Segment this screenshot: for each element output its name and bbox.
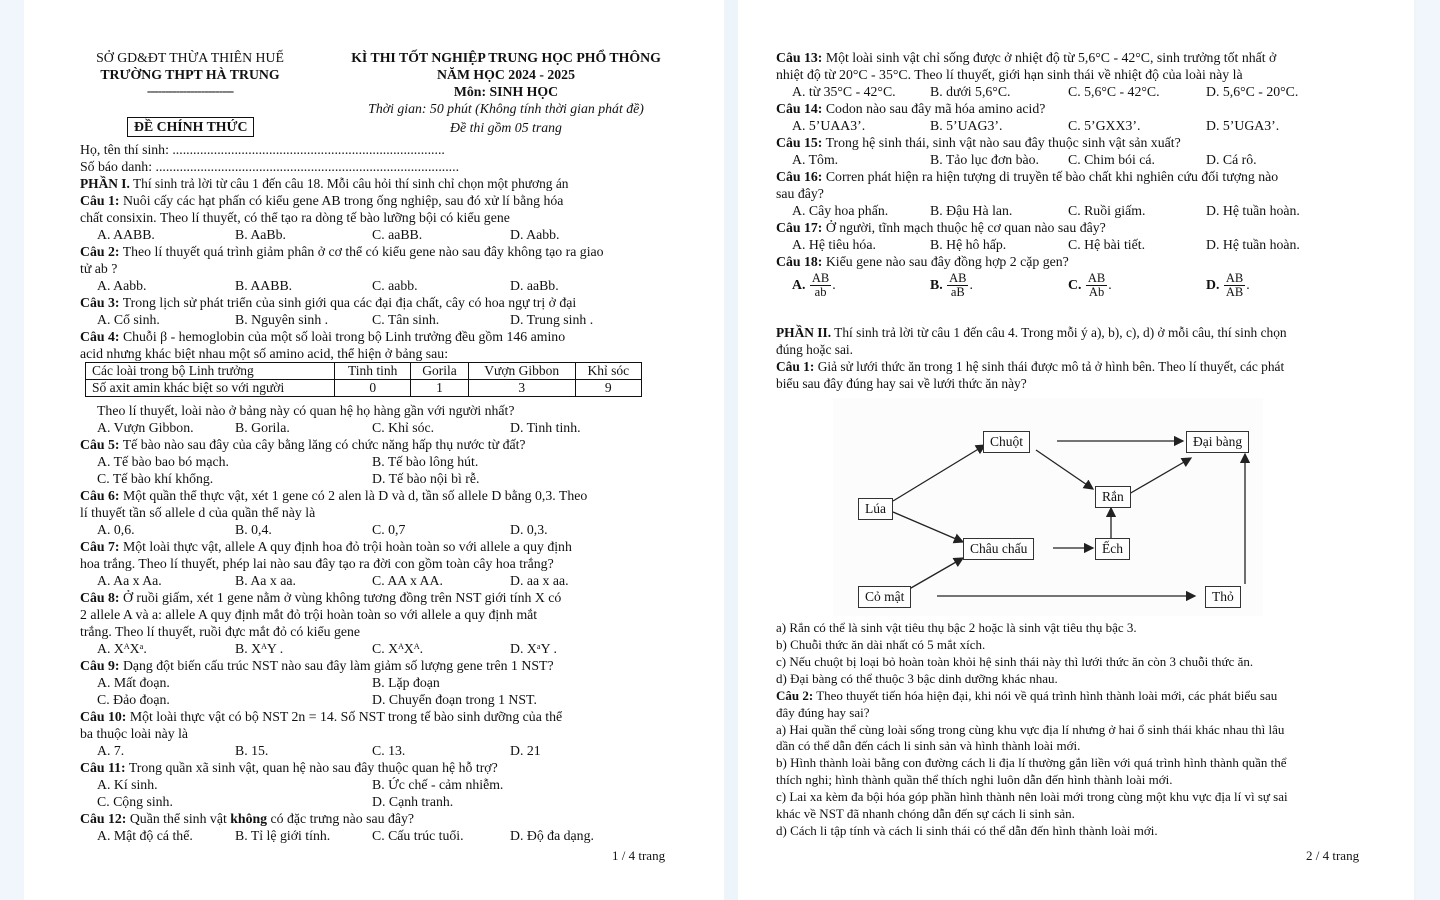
q18-option-d[interactable]: D. $\frac{AB}{AB}$ .	[1206, 271, 1250, 300]
part1-heading: PHẦN I. Thí sinh trả lời từ câu 1 đến câu 18. Mỗi câu hỏi thí sinh chỉ chọn một phương án	[80, 176, 569, 191]
table-cell: Vượn Gibbon	[468, 363, 575, 380]
statement-2c-line2: khác về NST đã nhanh chóng dẫn đến sự cách li sinh sản.	[776, 806, 1075, 821]
page-number: 1 / 4 trang	[612, 848, 666, 863]
table-cell: Khỉ sóc	[575, 363, 641, 380]
q11-option-b[interactable]: B. Ức chế - cảm nhiễm.	[372, 777, 504, 792]
node-lua: Lúa	[858, 498, 893, 520]
statement-2b[interactable]: b) Hình thành loài bằng con đường cách li địa lí thường gắn liền với quá trình hình thành quần thể	[776, 755, 1287, 770]
question-13: Câu 13: Một loài sinh vật chỉ sống được ở nhiệt độ từ 5,6°C - 42°C, sinh trưởng tốt nhất ở	[776, 50, 1277, 65]
left-margin	[0, 0, 24, 900]
question-5: Câu 5: Tế bào nào sau đây của cây bằng lăng có chức năng hấp thụ nước từ đất?	[80, 437, 526, 452]
q8-option-a[interactable]: A. XᴬXᵃ.	[97, 641, 147, 656]
school-name: TRƯỜNG THPT HÀ TRUNG	[100, 67, 280, 82]
page-number: 2 / 4 trang	[1306, 848, 1360, 863]
q4-option-b[interactable]: B. Gorila.	[235, 420, 290, 435]
table-cell: 0	[335, 380, 411, 397]
q15-option-a[interactable]: A. Tôm.	[792, 152, 839, 167]
q9-option-a[interactable]: A. Mất đoạn.	[97, 675, 170, 690]
q7-option-c[interactable]: C. AA x AA.	[372, 573, 443, 588]
statement-2d[interactable]: d) Cách li tập tính và cách li sinh thái có thể dẫn đến hình thành loài mới.	[776, 823, 1158, 838]
node-ech: Ếch	[1095, 538, 1130, 560]
q8-option-b[interactable]: B. XᴬY .	[235, 641, 284, 656]
q15-option-c[interactable]: C. Chim bói cá.	[1068, 152, 1155, 167]
q1-option-b[interactable]: B. AaBb.	[235, 227, 286, 242]
table-cell: Tinh tinh	[335, 363, 411, 380]
node-chuot: Chuột	[983, 431, 1030, 453]
statement-2c[interactable]: c) Lai xa kèm đa bội hóa góp phần hình thành nên loài mới trong cùng một khu vực địa lí vì sự sai	[776, 789, 1288, 804]
q13-option-d[interactable]: D. 5,6°C - 20°C.	[1206, 84, 1299, 99]
header-divider: ------------------------	[146, 83, 234, 98]
q12-option-b[interactable]: B. Tỉ lệ giới tính.	[235, 828, 331, 843]
node-co-mat: Cỏ mật	[858, 586, 911, 608]
q3-option-d[interactable]: D. Trung sinh .	[510, 312, 594, 327]
statement-2a-line2: dần có thể dẫn đến cách li sinh sản và hình thành loài mới.	[776, 738, 1081, 753]
q11-option-c[interactable]: C. Cộng sinh.	[97, 794, 173, 809]
q7-option-a[interactable]: A. Aa x Aa.	[97, 573, 162, 588]
question-14: Câu 14: Codon nào sau đây mã hóa amino acid?	[776, 101, 1046, 116]
q12-option-c[interactable]: C. Cấu trúc tuổi.	[372, 828, 464, 843]
q2-option-b[interactable]: B. AABB.	[235, 278, 293, 293]
q14-option-d[interactable]: D. 5’UGA3’.	[1206, 118, 1280, 133]
exam-title: KÌ THI TỐT NGHIỆP TRUNG HỌC PHỔ THÔNG	[351, 50, 661, 65]
genotype-fraction: $\frac{AB}{AB}$	[1225, 271, 1244, 300]
node-ran: Rắn	[1095, 486, 1131, 508]
question-2: Câu 2: Theo lí thuyết quá trình giảm phân ở cơ thể có kiểu gene nào sau đây không tạo ra giao	[80, 244, 604, 259]
q9-option-b[interactable]: B. Lặp đoạn	[372, 675, 440, 690]
statement-2b-line2: thích nghi; hình thành quần thể thích nghi luôn dẫn đến hình thành loài mới.	[776, 772, 1173, 787]
question-3: Câu 3: Trong lịch sử phát triển của sinh giới qua các đại địa chất, cây có hoa ngự trị ở đại	[80, 295, 577, 310]
department-name: SỞ GD&ĐT THỪA THIÊN HUẾ	[96, 50, 284, 65]
question-10: Câu 10: Một loài thực vật có bộ NST 2n = 14. Số NST trong tế bào sinh dưỡng của thể	[80, 709, 563, 724]
page-count-note: Đề thi gồm 05 trang	[450, 120, 562, 135]
q9-option-c[interactable]: C. Đảo đoạn.	[97, 692, 170, 707]
school-year: NĂM HỌC 2024 - 2025	[437, 67, 575, 82]
node-chau-chau: Châu chấu	[963, 538, 1034, 560]
q10-option-d[interactable]: D. 21	[510, 743, 541, 758]
q17-option-b[interactable]: B. Hệ hô hấp.	[930, 237, 1007, 252]
q1-option-c[interactable]: C. aaBB.	[372, 227, 423, 242]
q3-option-c[interactable]: C. Tân sinh.	[372, 312, 440, 327]
question-10-line2: ba thuộc loài này là	[80, 726, 189, 741]
genotype-fraction: $\frac{AB}{ab}$	[811, 271, 830, 300]
q3-option-a[interactable]: A. Cổ sinh.	[97, 312, 160, 327]
q14-option-a[interactable]: A. 5’UAA3’.	[792, 118, 866, 133]
table-row	[86, 380, 642, 397]
q11-option-a[interactable]: A. Kí sinh.	[97, 777, 158, 792]
q6-option-d[interactable]: D. 0,3.	[510, 522, 548, 537]
q2-option-d[interactable]: D. aaBb.	[510, 278, 559, 293]
part2-heading-line2: đúng hoặc sai.	[776, 342, 853, 357]
q12-option-d[interactable]: D. Độ đa dạng.	[510, 828, 594, 843]
question-15: Câu 15: Trong hệ sinh thái, sinh vật nào sau đây thuộc sinh vật sản xuất?	[776, 135, 1181, 150]
exam-page-1	[24, 0, 724, 900]
question-17: Câu 17: Ở người, tĩnh mạch thuộc hệ cơ quan nào sau đây?	[776, 220, 1106, 235]
question-9: Câu 9: Dạng đột biến cấu trúc NST nào sau đây làm giảm số lượng gene trên 1 NST?	[80, 658, 554, 673]
candidate-name-line: Họ, tên thí sinh: ...............................................................................	[80, 142, 445, 157]
q6-option-c[interactable]: C. 0,7	[372, 522, 406, 537]
q13-option-a[interactable]: A. từ 35°C - 42°C.	[792, 84, 896, 99]
genotype-fraction: $\frac{AB}{aB}$	[949, 271, 967, 300]
primate-table	[85, 362, 642, 397]
q13-option-b[interactable]: B. dưới 5,6°C.	[930, 84, 1011, 99]
q16-option-a[interactable]: A. Cây hoa phấn.	[792, 203, 889, 218]
q15-option-d[interactable]: D. Cá rô.	[1206, 152, 1257, 167]
q16-option-b[interactable]: B. Đậu Hà lan.	[930, 203, 1013, 218]
q14-option-b[interactable]: B. 5’UAG3’.	[930, 118, 1003, 133]
q9-option-d[interactable]: D. Chuyển đoạn trong 1 NST.	[372, 692, 537, 707]
q4-option-d[interactable]: D. Tinh tinh.	[510, 420, 581, 435]
question-13-line2: nhiệt độ từ 20°C - 35°C. Theo lí thuyết, giới hạn sinh thái về nhiệt độ của loài này là	[776, 67, 1243, 82]
statement-1c[interactable]: c) Nếu chuột bị loại bỏ hoàn toàn khỏi hệ sinh thái này thì lưới thức ăn còn 3 chuỗi thức ăn.	[776, 654, 1254, 669]
q16-option-c[interactable]: C. Ruồi giấm.	[1068, 203, 1146, 218]
q11-option-d[interactable]: D. Cạnh tranh.	[372, 794, 454, 809]
table-cell: Số axit amin khác biệt so với người	[86, 380, 335, 397]
part2-question-1-line2: biểu sau đây đúng hay sai về lưới thức ăn này?	[776, 376, 1027, 391]
q8-option-c[interactable]: C. XᴬXᴬ.	[372, 641, 424, 656]
node-dai-bang: Đại bàng	[1186, 431, 1249, 453]
q8-option-d[interactable]: D. XᵃY .	[510, 641, 557, 656]
q3-option-b[interactable]: B. Nguyên sinh .	[235, 312, 329, 327]
q5-option-d[interactable]: D. Tế bào nội bì rễ.	[372, 471, 480, 486]
q10-option-b[interactable]: B. 15.	[235, 743, 269, 758]
q5-option-c[interactable]: C. Tế bào khí khổng.	[97, 471, 214, 486]
question-2-line2: tử ab ?	[80, 261, 118, 276]
question-1: Câu 1: Nuôi cấy các hạt phấn có kiểu gene AB trong ống nghiệp, sau đó xử lí bằng hóa	[80, 193, 564, 208]
part2-heading: PHẦN II. Thí sinh trả lời từ câu 1 đến câu 4. Trong mỗi ý a), b), c), d) ở mỗi câu, thí sinh chọn	[776, 325, 1287, 340]
genotype-fraction: $\frac{AB}{Ab}$	[1087, 271, 1106, 300]
official-exam-badge: ĐỀ CHÍNH THỨC	[127, 117, 254, 137]
q14-option-c[interactable]: C. 5’GXX3’.	[1068, 118, 1141, 133]
question-4: Câu 4: Chuỗi β - hemoglobin của một số loài trong bộ Linh trưởng đều gồm 146 amino	[80, 329, 566, 344]
statement-2a[interactable]: a) Hai quần thể cùng loài sống trong cùng khu vực địa lí nhưng ở hai ổ sinh thái khác nhau thì lâu	[776, 722, 1285, 737]
question-11: Câu 11: Trong quần xã sinh vật, quan hệ nào sau đây thuộc quan hệ hỗ trợ?	[80, 760, 498, 775]
statement-1d[interactable]: d) Đại bàng có thể thuộc 3 bậc dinh dưỡng khác nhau.	[776, 671, 1058, 686]
q6-option-b[interactable]: B. 0,4.	[235, 522, 272, 537]
q17-option-d[interactable]: D. Hệ tuần hoàn.	[1206, 237, 1300, 252]
q12-option-a[interactable]: A. Mật độ cá thể.	[97, 828, 193, 843]
q18-option-b[interactable]: B. $\frac{AB}{aB}$ .	[930, 271, 973, 300]
table-header-row	[86, 363, 642, 380]
time-allowed: Thời gian: 50 phút (Không tính thời gian phát đề)	[368, 101, 644, 116]
question-1-line2: chất consixin. Theo lí thuyết, có thể tạo ra dòng tế bào lưỡng bội có kiểu gene	[80, 210, 510, 225]
question-4-line2: acid nhưng khác biệt nhau một số amino acid, thể hiện ở bảng sau:	[80, 346, 449, 361]
q18-option-a[interactable]: A. $\frac{AB}{ab}$ .	[792, 271, 836, 300]
q16-option-d[interactable]: D. Hệ tuần hoàn.	[1206, 203, 1300, 218]
statement-1b[interactable]: b) Chuỗi thức ăn dài nhất có 5 mắt xích.	[776, 637, 986, 652]
table-cell: Gorila	[411, 363, 469, 380]
part2-question-2-line2: đây đúng hay sai?	[776, 705, 870, 720]
part2-question-2: Câu 2: Theo thuyết tiến hóa hiện đại, khi nói về quá trình hình thành loài mới, các phát biểu sau	[776, 688, 1278, 703]
question-7-line2: hoa trắng. Theo lí thuyết, phép lai nào sau đây tạo ra đời con gồm toàn cây hoa trắng?	[80, 556, 554, 571]
q18-option-c[interactable]: C. $\frac{AB}{Ab}$ .	[1068, 271, 1112, 300]
question-12: Câu 12: Quần thể sinh vật không có đặc trưng nào sau đây?	[80, 811, 415, 826]
table-cell: 3	[468, 380, 575, 397]
question-16: Câu 16: Corren phát hiện ra hiện tượng di truyền tế bào chất khi nghiên cứu đối tượng nào	[776, 169, 1279, 184]
q1-option-a[interactable]: A. AABB.	[97, 227, 155, 242]
q10-option-a[interactable]: A. 7.	[97, 743, 125, 758]
q5-option-b[interactable]: B. Tế bào lông hút.	[372, 454, 479, 469]
q7-option-b[interactable]: B. Aa x aa.	[235, 573, 296, 588]
q6-option-a[interactable]: A. 0,6.	[97, 522, 135, 537]
question-7: Câu 7: Một loài thực vật, allele A quy định hoa đỏ trội hoàn toàn so với allele a quy định	[80, 539, 572, 554]
statement-1a[interactable]: a) Rắn có thể là sinh vật tiêu thụ bậc 2 hoặc là sinh vật tiêu thụ bậc 3.	[776, 620, 1137, 635]
q17-option-c[interactable]: C. Hệ bài tiết.	[1068, 237, 1146, 252]
q13-option-c[interactable]: C. 5,6°C - 42°C.	[1068, 84, 1160, 99]
q15-option-b[interactable]: B. Tảo lục đơn bào.	[930, 152, 1039, 167]
question-18: Câu 18: Kiểu gene nào sau đây đồng hợp 2 cặp gen?	[776, 254, 1069, 269]
table-cell: 1	[411, 380, 469, 397]
candidate-id-line: Số báo danh: ........................................................................................	[80, 159, 460, 174]
question-8: Câu 8: Ở ruồi giấm, xét 1 gene nằm ở vùng không tương đồng trên NST giới tính X có	[80, 590, 562, 605]
q10-option-c[interactable]: C. 13.	[372, 743, 406, 758]
subject: Môn: SINH HỌC	[453, 84, 559, 99]
q4-option-a[interactable]: A. Vượn Gibbon.	[97, 420, 194, 435]
question-8-line3: trắng. Theo lí thuyết, ruồi đực mắt đỏ có kiểu gene	[80, 624, 361, 639]
table-cell: 9	[575, 380, 641, 397]
q2-option-a[interactable]: A. Aabb.	[97, 278, 147, 293]
right-margin	[1416, 0, 1440, 900]
q2-option-c[interactable]: C. aabb.	[372, 278, 418, 293]
q5-option-a[interactable]: A. Tế bào bao bó mạch.	[97, 454, 229, 469]
q17-option-a[interactable]: A. Hệ tiêu hóa.	[792, 237, 876, 252]
node-tho: Thỏ	[1205, 586, 1241, 608]
food-web-diagram	[833, 398, 1263, 616]
q1-option-d[interactable]: D. Aabb.	[510, 227, 560, 242]
exam-page-2	[738, 0, 1414, 900]
question-8-line2: 2 allele A và a: allele A quy định mắt đỏ trội hoàn toàn so với allele a quy định mắt	[80, 607, 538, 622]
q4-option-c[interactable]: C. Khỉ sóc.	[372, 420, 435, 435]
question-6-line2: lí thuyết tần số allele d của quần thể này là	[80, 505, 316, 520]
question-6: Câu 6: Một quần thể thực vật, xét 1 gene có 2 alen là D và d, tần số allele D bằng 0,3. Theo	[80, 488, 588, 503]
part2-question-1: Câu 1: Giả sử lưới thức ăn trong 1 hệ sinh thái được mô tả ở hình bên. Theo lí thuyết, các phát	[776, 359, 1285, 374]
q7-option-d[interactable]: D. aa x aa.	[510, 573, 569, 588]
question-16-line2: sau đây?	[776, 186, 824, 201]
table-cell: Các loài trong bộ Linh trưởng	[86, 363, 335, 380]
question-4-line3: Theo lí thuyết, loài nào ở bảng này có quan hệ họ hàng gần với người nhất?	[97, 403, 515, 418]
